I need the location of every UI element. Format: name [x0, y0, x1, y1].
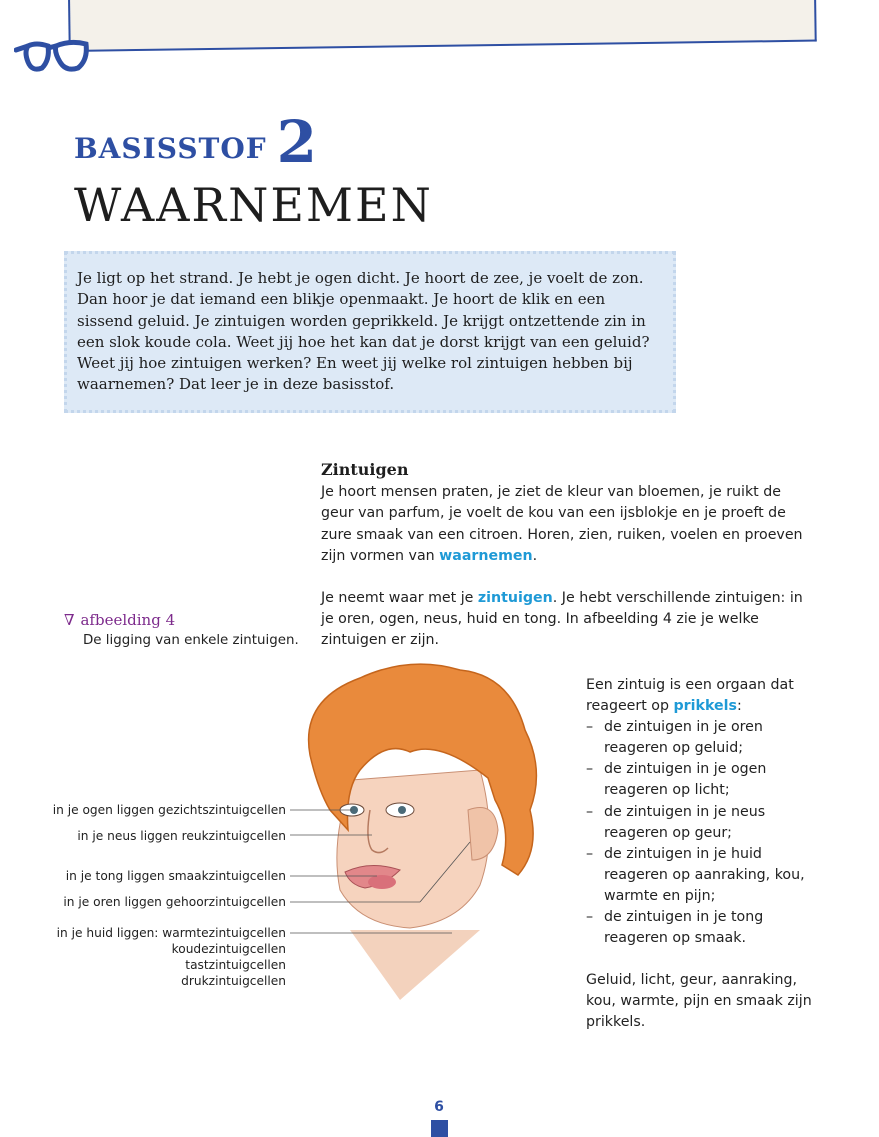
page-title: WAARNEMEN — [74, 178, 433, 232]
label-eyes: in je ogen liggen gezichtszintuigcellen — [52, 803, 286, 817]
sidebar-text — [586, 675, 826, 1034]
paragraph-2-end: . Je hebt verschillende zintuigen: in je oren, ogen, neus, huid en tong. In afbeelding 4 zie je welke zintuigen er zijn. — [321, 590, 803, 649]
tongue — [368, 875, 396, 889]
ear — [468, 808, 498, 861]
sidebar-intro-text: Een zintuig is een orgaan dat reageert op — [586, 677, 794, 715]
neck — [350, 930, 480, 1000]
page-number: 6 — [434, 1099, 444, 1115]
header-tab — [68, 0, 817, 52]
list-item: – de zintuigen in je huid reageren op aanraking, kou, warmte en pijn; — [586, 844, 826, 907]
glasses-icon — [14, 36, 90, 80]
figure-caption — [64, 611, 299, 648]
list-item: – de zintuigen in je tong reageren op smaak. — [586, 907, 826, 949]
sidebar-intro — [586, 675, 826, 717]
label-tongue: in je tong liggen smaakzintuigcellen — [65, 869, 286, 883]
sense-list — [586, 717, 826, 949]
list-item: – de zintuigen in je ogen reageren op licht; — [586, 759, 826, 801]
section-prefix-word: BASISSTOF — [74, 132, 267, 165]
paragraph-1-end: . — [532, 547, 538, 564]
keyword-zintuigen: zintuigen — [477, 590, 553, 607]
paragraph-2 — [321, 588, 817, 652]
figure-description: De ligging van enkele zintuigen. — [83, 633, 299, 648]
label-skin-line-1: in je huid liggen: warmtezintuigcellen — [56, 926, 286, 940]
right-pupil — [398, 806, 406, 814]
paragraph-1 — [321, 482, 817, 567]
list-item: – de zintuigen in je neus reageren op geur; — [586, 802, 826, 844]
intro-box — [64, 251, 676, 413]
section-zintuigen — [321, 459, 817, 652]
label-skin — [57, 925, 286, 989]
face-skin — [337, 770, 489, 928]
face-illustration — [290, 660, 560, 1005]
keyword-prikkels: prikkels — [673, 698, 737, 715]
page-marker — [431, 1120, 448, 1137]
sidebar-closing: Geluid, licht, geur, aanraking, kou, warmte, pijn en smaak zijn prikkels. — [586, 972, 812, 1031]
paragraph-2-start: Je neemt waar met je — [321, 590, 474, 607]
figure-title-text: afbeelding 4 — [80, 611, 176, 629]
section-number: 2 — [276, 108, 317, 176]
label-skin-line-3: tastzintuigcellen — [185, 958, 286, 972]
list-item: – de zintuigen in je oren reageren op geluid; — [586, 717, 826, 759]
left-pupil — [350, 806, 358, 814]
section-prefix — [74, 108, 317, 176]
triangle-icon: ∇ — [64, 611, 75, 629]
figure-title — [64, 611, 294, 629]
label-skin-line-4: drukzintuigcellen — [181, 974, 286, 988]
paragraph-1-text: Je hoort mensen praten, je ziet de kleur van bloemen, je ruikt de geur van parfum, je voelt de kou van een ijsblokje en je proeft de zure smaak van een citroen. Horen, zien, ruiken, voelen en proeven zijn vormen van — [321, 484, 803, 564]
label-skin-line-2: koudezintuigcellen — [171, 942, 286, 956]
sidebar-intro-end: : — [736, 698, 742, 715]
section-heading: Zintuigen — [321, 460, 409, 479]
keyword-waarnemen: waarnemen — [439, 547, 533, 564]
intro-text: Je ligt op het strand. Je hebt je ogen dicht. Je hoort de zee, je voelt de zon. Dan hoor je dat iemand een blikje openmaakt. Je hoort de klik en een sissend geluid. Je zintuigen worden geprikkeld. Je krijgt ontzettende zin in een slok koude cola. Weet jij hoe het kan dat je dorst krijgt van een geluid? Weet jij hoe zintuigen werken? En weet jij welke rol zintuigen hebben bij waarnemen? Dat leer je in deze basisstof. — [77, 269, 650, 394]
label-ears: in je oren liggen gehoorzintuigcellen — [63, 895, 286, 909]
label-nose: in je neus liggen reukzintuigcellen — [77, 829, 286, 843]
